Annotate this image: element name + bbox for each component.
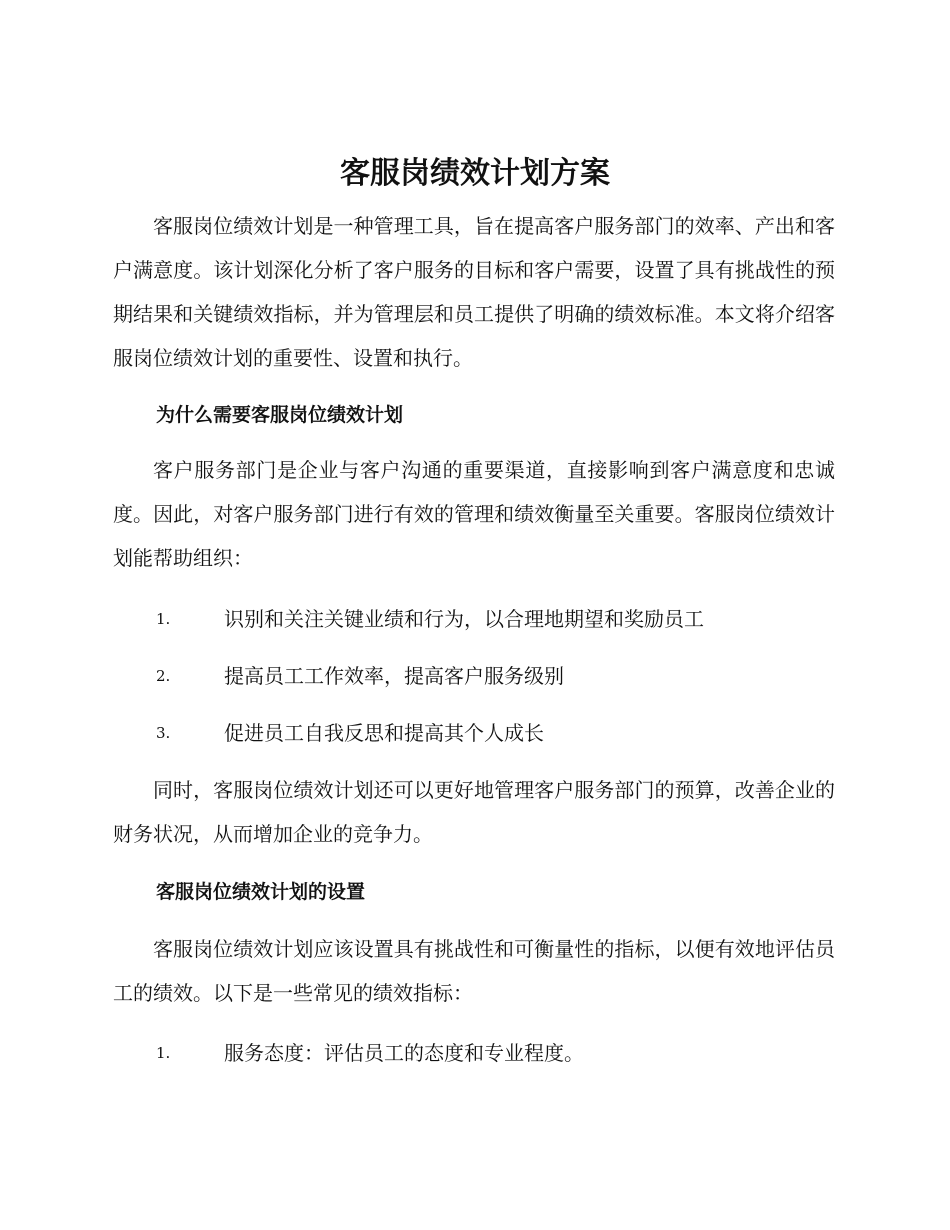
list-item-number: 2.: [156, 667, 171, 685]
list-item-text: 服务态度：评估员工的态度和专业程度。: [224, 1041, 584, 1065]
list-item: [156, 661, 856, 691]
intro-paragraph: 客服岗位绩效计划是一种管理工具，旨在提高客户服务部门的效率、产出和客户满意度。该计划深化分析了客户服务的目标和客户需要，设置了具有挑战性的预期结果和关键绩效指标，并为管理层和员工提供了明确的绩效标准。本文将介绍客服岗位绩效计划的重要性、设置和执行。: [113, 214, 835, 370]
section-setup-paragraph: 客服岗位绩效计划应该设置具有挑战性和可衡量性的指标，以便有效地评估员工的绩效。以下是一些常见的绩效指标：: [113, 937, 835, 1005]
section-why-paragraph: 客户服务部门是企业与客户沟通的重要渠道，直接影响到客户满意度和忠诚度。因此，对客户服务部门进行有效的管理和绩效衡量至关重要。客服岗位绩效计划能帮助组织：: [113, 458, 835, 570]
list-item: [156, 1038, 856, 1068]
list-item: [156, 718, 856, 748]
section-heading-setup: 客服岗位绩效计划的设置: [156, 881, 366, 903]
section-heading-why: 为什么需要客服岗位绩效计划: [156, 404, 404, 426]
list-item-text: 识别和关注关键业绩和行为，以合理地期望和奖励员工: [224, 607, 704, 631]
list-item-number: 1.: [156, 610, 171, 628]
list-item-text: 促进员工自我反思和提高其个人成长: [224, 721, 544, 745]
document-title: 客服岗绩效计划方案: [340, 156, 610, 191]
section-why-closing-paragraph: 同时，客服岗位绩效计划还可以更好地管理客户服务部门的预算，改善企业的财务状况，从而增加企业的竞争力。: [113, 778, 835, 846]
list-item-number: 3.: [156, 724, 171, 742]
list-item-number: 1.: [156, 1044, 171, 1062]
list-item-text: 提高员工工作效率，提高客户服务级别: [224, 664, 564, 688]
list-item: [156, 604, 856, 634]
